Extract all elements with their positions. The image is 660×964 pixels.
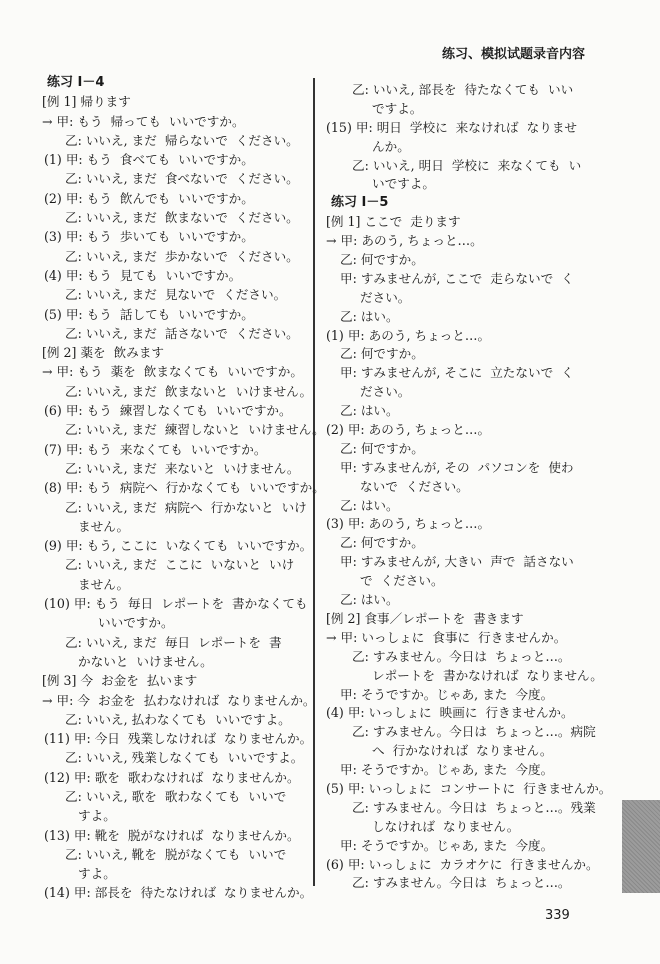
- dialogue-line: 乙: はい。: [340, 308, 399, 324]
- dialogue-line: ださい。: [360, 384, 411, 400]
- dialogue-line: 乙: 何ですか。: [340, 252, 424, 268]
- dialogue-line: 乙: いいえ, 靴を 脱がなくても いいで: [65, 846, 287, 862]
- dialogue-line: (8) 甲: もう 病院へ 行かなくても いいですか。: [44, 480, 325, 496]
- dialogue-line: いですよ。: [372, 176, 435, 192]
- thumb-index-tab: [622, 800, 660, 893]
- dialogue-line: 乙: いいえ, 部長を 待たなくても いい: [352, 82, 574, 97]
- dialogue-line: 甲: そうですか。じゃあ, また 今度。: [340, 837, 554, 853]
- example-label: [例 2] 薬を 飲みます: [42, 345, 165, 361]
- dialogue-line: ません。: [78, 518, 130, 534]
- dialogue-line: 乙: 何ですか。: [340, 535, 424, 551]
- dialogue-line: (10) 甲: もう 毎日 レポートを 書かなくても: [44, 596, 308, 612]
- dialogue-line: 乙: いいえ, まだ 練習しないと いけません。: [65, 422, 325, 438]
- dialogue-line: (12) 甲: 歌を 歌わなければ なりませんか。: [44, 769, 300, 785]
- dialogue-line: 乙: いいえ, まだ ここに いないと いけ: [65, 557, 295, 573]
- dialogue-line: 乙: はい。: [340, 497, 399, 513]
- dialogue-line: ません。: [78, 576, 130, 592]
- dialogue-line: 乙: 何ですか。: [340, 346, 424, 362]
- dialogue-line: すよ。: [78, 866, 116, 882]
- dialogue-line: んか。: [372, 138, 410, 154]
- dialogue-line: (4) 甲: いっしょに 映画に 行きませんか。: [326, 705, 574, 721]
- dialogue-line: ないで ください。: [360, 478, 469, 494]
- dialogue-line: 甲: そうですか。じゃあ, また 今度。: [340, 686, 554, 702]
- dialogue-line: 乙: いいえ, まだ 話さないで ください。: [65, 325, 299, 341]
- running-head: 练习、模拟试题录音内容: [441, 47, 585, 62]
- dialogue-line: 乙: いいえ, まだ 帰らないで ください。: [65, 132, 299, 148]
- dialogue-line: 乙: すみません。今日は ちょっと…。: [352, 875, 571, 891]
- dialogue-line: → 甲: あのう, ちょっと…。: [326, 233, 483, 249]
- dialogue-line: 乙: すみません。今日は ちょっと…。残業: [352, 799, 596, 815]
- dialogue-line: 乙: いいえ, まだ 見ないで ください。: [65, 287, 287, 303]
- dialogue-line: (7) 甲: もう 来なくても いいですか。: [44, 441, 267, 457]
- dialogue-line: で ください。: [360, 573, 444, 589]
- dialogue-line: 乙: すみません。今日は ちょっと…。病院: [352, 724, 596, 740]
- dialogue-line: (4) 甲: もう 見ても いいですか。: [44, 267, 242, 283]
- dialogue-line: 乙: いいえ, まだ 歩かないで ください。: [65, 248, 299, 264]
- dialogue-line: 乙: 何ですか。: [340, 440, 424, 456]
- page-number: 339: [545, 908, 570, 923]
- dialogue-line: (2) 甲: あのう, ちょっと…。: [326, 422, 491, 438]
- dialogue-line: (13) 甲: 靴を 脱がなければ なりませんか。: [44, 827, 300, 843]
- dialogue-line: (3) 甲: もう 歩いても いいですか。: [44, 229, 254, 245]
- dialogue-line: (6) 甲: もう 練習しなくても いいですか。: [44, 403, 292, 419]
- dialogue-line: (11) 甲: 今日 残業しなければ なりませんか。: [44, 731, 313, 747]
- dialogue-line: (6) 甲: いっしょに カラオケに 行きませんか。: [326, 856, 599, 872]
- dialogue-line: (5) 甲: もう 話しても いいですか。: [44, 306, 254, 322]
- dialogue-line: かないと いけません。: [78, 653, 213, 669]
- dialogue-line: 乙: いいえ, 歌を 歌わなくても いいで: [65, 788, 287, 804]
- dialogue-line: (14) 甲: 部長を 待たなければ なりませんか。: [44, 885, 313, 901]
- example-label: [例 2] 食事／レポートを 書きます: [326, 610, 524, 626]
- dialogue-line: レポートを 書かなければ なりません。: [372, 667, 603, 683]
- dialogue-line: (9) 甲: もう, ここに いなくても いいですか。: [44, 538, 313, 554]
- right-column: [326, 81, 611, 893]
- dialogue-line: (5) 甲: いっしょに コンサートに 行きませんか。: [326, 780, 612, 796]
- dialogue-line: 乙: いいえ, まだ 病院へ 行かないと いけ: [65, 499, 307, 515]
- dialogue-line: 乙: いいえ, 払わなくても いいですよ。: [65, 711, 291, 727]
- dialogue-line: 乙: いいえ, まだ 飲まないと いけません。: [65, 383, 313, 399]
- dialogue-line: 乙: いいえ, まだ 毎日 レポートを 書: [65, 634, 282, 650]
- dialogue-line: → 甲: 今 お金を 払わなければ なりませんか。: [42, 692, 316, 708]
- dialogue-line: 甲: すみませんが, 大きい 声で 話さない: [340, 554, 574, 570]
- dialogue-line: → 甲: いっしょに 食事に 行きませんか。: [326, 629, 567, 645]
- dialogue-line: (1) 甲: あのう, ちょっと…。: [326, 327, 491, 343]
- dialogue-line: へ 行かなければ なりません。: [372, 743, 553, 759]
- section-heading: 练习 I－5: [331, 195, 389, 211]
- dialogue-line: 甲: すみませんが, ここで 走らないで く: [340, 270, 574, 286]
- dialogue-line: (1) 甲: もう 食べても いいですか。: [44, 152, 254, 168]
- dialogue-line: 乙: いいえ, まだ 来ないと いけません。: [65, 460, 300, 476]
- section-heading: 练习 I－4: [47, 75, 105, 90]
- dialogue-line: しなければ なりません。: [372, 818, 520, 834]
- example-label: [例 3] 今 お金を 払います: [42, 673, 198, 689]
- dialogue-line: 甲: すみませんが, そこに 立たないで く: [340, 365, 574, 381]
- dialogue-line: 乙: いいえ, 明日 学校に 来なくても い: [352, 157, 582, 173]
- left-column: [42, 73, 325, 903]
- dialogue-line: → 甲: もう 帰っても いいですか。: [42, 113, 245, 129]
- dialogue-line: 乙: はい。: [340, 592, 399, 608]
- dialogue-line: いいですか。: [98, 615, 174, 631]
- example-label: [例 1] 帰ります: [42, 94, 131, 110]
- dialogue-line: → 甲: もう 薬を 飲まなくても いいですか。: [42, 364, 303, 380]
- dialogue-line: 乙: いいえ, 残業しなくても いいですよ。: [65, 750, 304, 766]
- dialogue-line: 乙: いいえ, まだ 食べないで ください。: [65, 171, 299, 187]
- example-label: [例 1] ここで 走ります: [326, 214, 461, 230]
- dialogue-line: 甲: すみませんが, その パソコンを 使わ: [340, 459, 574, 475]
- dialogue-line: ださい。: [360, 289, 411, 305]
- dialogue-line: 乙: すみません。今日は ちょっと…。: [352, 648, 571, 664]
- dialogue-line: (15) 甲: 明日 学校に 来なければ なりませ: [326, 119, 578, 135]
- dialogue-line: 甲: そうですか。じゃあ, また 今度。: [340, 762, 554, 778]
- dialogue-line: すよ。: [78, 808, 116, 824]
- dialogue-line: ですよ。: [372, 100, 423, 116]
- dialogue-line: (2) 甲: もう 飲んでも いいですか。: [44, 190, 254, 206]
- dialogue-line: 乙: はい。: [340, 403, 399, 419]
- dialogue-line: (3) 甲: あのう, ちょっと…。: [326, 516, 491, 532]
- dialogue-line: 乙: いいえ, まだ 飲まないで ください。: [65, 210, 299, 226]
